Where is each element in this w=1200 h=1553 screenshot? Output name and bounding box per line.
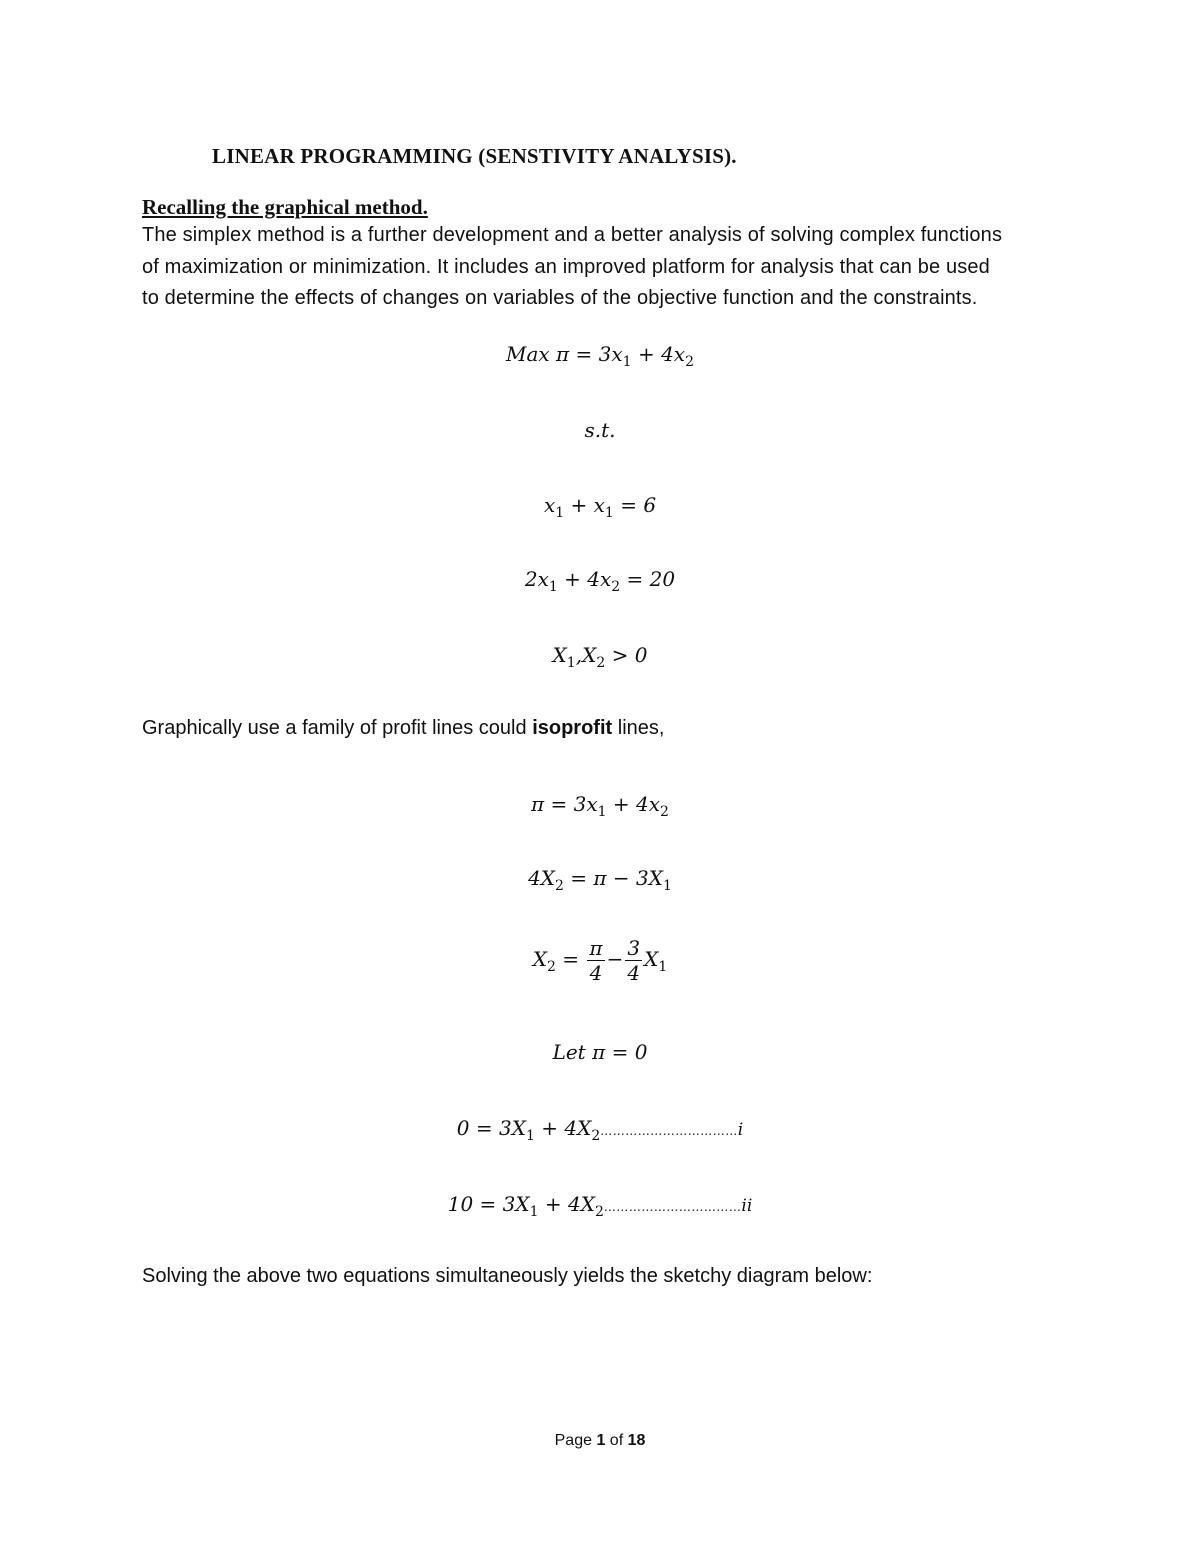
intro-line-1: The simplex method is a further development and a better analysis of solving complex functions: [142, 224, 1003, 246]
page-total: 18: [627, 1432, 646, 1449]
fraction-pi-over-4: $\frac{\pi}{4}$: [589, 936, 603, 985]
constraint-1: $x_1 + x_1 = 6$: [543, 493, 657, 521]
let-pi-zero: Let π = 0: [552, 1040, 648, 1064]
page-number: 1: [596, 1432, 606, 1449]
page-footer: Page 1 of 18: [554, 1432, 646, 1449]
intro-paragraph: [142, 220, 1072, 315]
equation-i: $0 = 3X_1$ + $4X_2\dots\dots\dots\dots\dots\dots\dots\dots\dots\dots\dots i$: [456, 1116, 744, 1144]
closing-sentence: Solving the above two equations simultaneously yields the sketchy diagram below:: [142, 1265, 873, 1287]
isoprofit-sentence: Graphically use a family of profit lines could isoprofit lines,: [142, 717, 665, 739]
section-heading: Recalling the graphical method.: [142, 195, 428, 219]
slope-intercept-equation: $X_2$ = $\frac{\pi}{4}$ − $\frac{3}{4}$ $X_1$: [532, 936, 668, 985]
document-title: LINEAR PROGRAMMING (SENSTIVITY ANALYSIS).: [212, 144, 737, 168]
intro-line-3: to determine the effects of changes on variables of the objective function and the constraints.: [142, 287, 978, 309]
equation-ii: $10 = 3X_1$ + $4X_2\dots\dots\dots\dots\dots\dots\dots\dots\dots\dots\dots ii$: [447, 1192, 753, 1220]
non-negativity-constraint: $X_1,X_2 > 0$: [552, 643, 648, 671]
objective-equation: Max $\pi = 3x_1 + 4x_2$: [506, 342, 694, 370]
constraint-2: $2x_1 + 4x_2 = 20$: [524, 567, 676, 595]
profit-equation: $\pi = 3x_1 + 4x_2$: [531, 792, 669, 820]
fraction-3-over-4: $\frac{3}{4}$: [627, 936, 641, 985]
intro-line-2: of maximization or minimization. It includes an improved platform for analysis that can be used: [142, 255, 990, 278]
rearranged-equation: $4X_2 = \pi - 3X_1$: [528, 866, 672, 894]
subject-to-label: s.t.: [584, 418, 616, 442]
isoprofit-term: isoprofit: [532, 717, 613, 739]
